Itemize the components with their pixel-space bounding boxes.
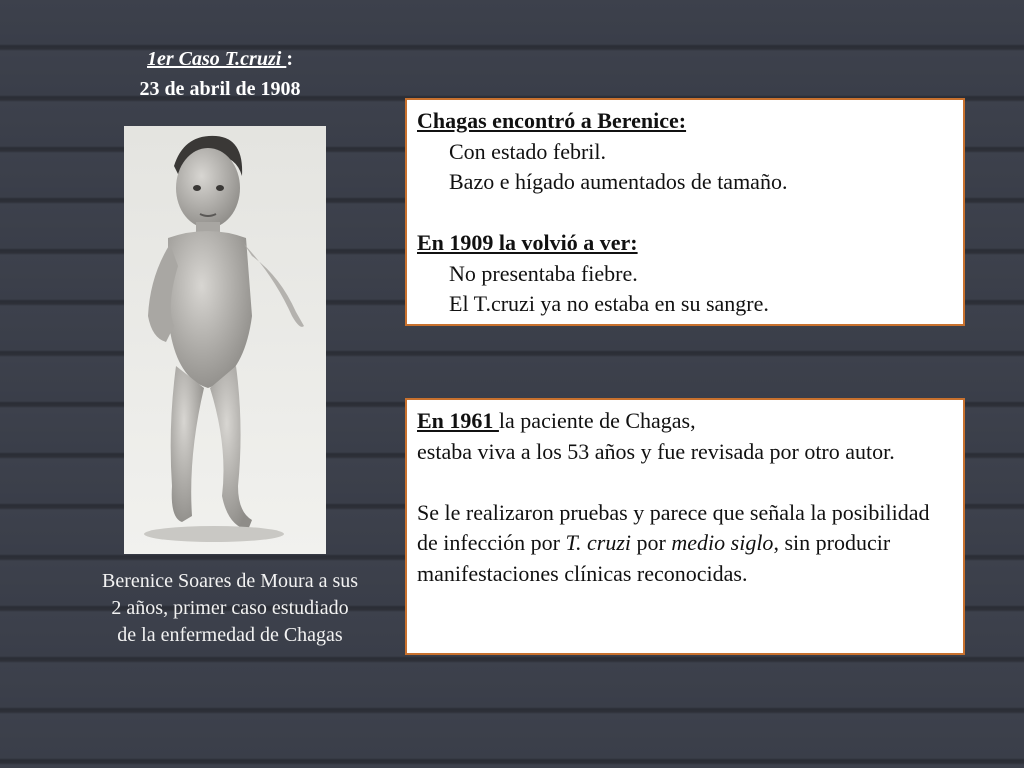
case-title bbox=[100, 44, 340, 74]
case-date: 23 de abril de 1908 bbox=[139, 78, 301, 100]
followup-para-1-line-2: estaba viva a los 53 años y fue revisada por otro autor. bbox=[417, 438, 895, 464]
first-visit-box bbox=[405, 98, 965, 326]
followup-para-2: Se le realizaron pruebas y parece que señala la posibilidad de infección por T. cruzi por medio siglo, sin producir manifestaciones clínicas reconocidas. bbox=[417, 499, 930, 586]
duration-phrase: medio siglo bbox=[671, 530, 774, 555]
first-visit-line-1: Con estado febril. bbox=[449, 138, 607, 164]
species-name: T. cruzi bbox=[565, 530, 632, 555]
followup-year: En 1961 bbox=[417, 408, 499, 433]
photo-caption: Berenice Soares de Moura a sus 2 años, primer caso estudiado de la enfermedad de Chagas bbox=[101, 570, 359, 646]
followup-box bbox=[405, 398, 965, 655]
spacer bbox=[417, 467, 953, 498]
patient-photo bbox=[124, 126, 326, 554]
second-visit-line-2: El T.cruzi ya no estaba en su sangre. bbox=[449, 291, 769, 316]
second-visit-line-1: No presentaba fiebre. bbox=[449, 260, 638, 286]
followup-para-1-rest: la paciente de Chagas, bbox=[498, 408, 696, 433]
first-visit-line-2: Bazo e hígado aumentados de tamaño. bbox=[449, 169, 788, 194]
case-title-text: 1er Caso T.cruzi bbox=[147, 48, 287, 70]
first-visit-heading: Chagas encontró a Berenice: bbox=[417, 108, 687, 133]
slide-header bbox=[100, 44, 340, 104]
child-figure-image bbox=[124, 126, 326, 554]
followup-para-1 bbox=[417, 406, 953, 437]
second-visit-heading: En 1909 la volvió a ver: bbox=[417, 230, 638, 255]
case-title-colon: : bbox=[286, 48, 293, 70]
spacer bbox=[417, 198, 953, 229]
